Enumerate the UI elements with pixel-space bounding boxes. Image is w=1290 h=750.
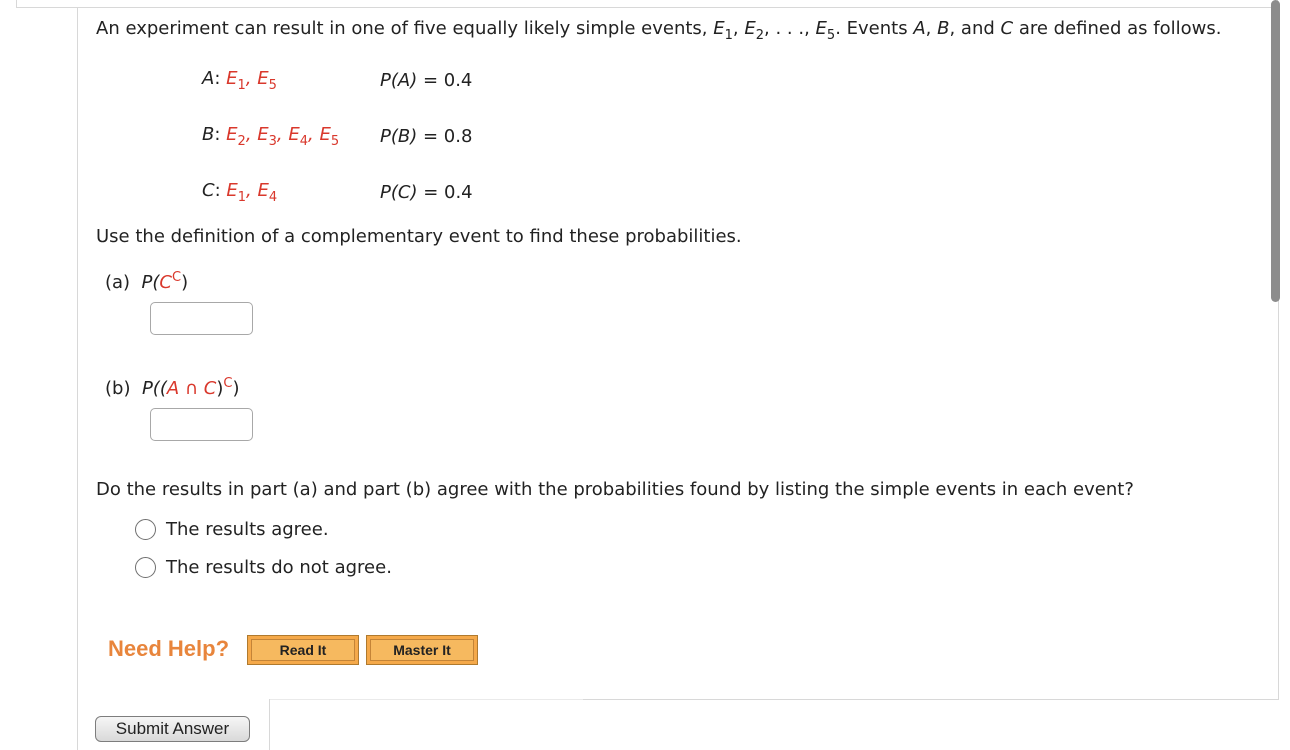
part-a-label: (a) $P(C^C)$ (105, 270, 189, 293)
radio-results-do-not-agree[interactable] (135, 557, 156, 578)
event-a-definition: A: $E_1$, $E_5$ (202, 68, 277, 93)
master-it-button[interactable] (366, 635, 478, 665)
read-it-button[interactable] (247, 635, 359, 665)
submit-answer-button[interactable]: Submit Answer (95, 716, 250, 742)
part-b-label: (b) P((A ∩ C)$^C$) (105, 376, 240, 399)
radio-results-agree[interactable] (135, 519, 156, 540)
event-c-probability: P(C) = 0.4 (380, 182, 473, 203)
vertical-scrollbar-thumb[interactable] (1271, 0, 1280, 302)
panel-bottom-border-faint (269, 699, 583, 700)
event-c-definition: C: $E_1$, $E_4$ (202, 180, 278, 205)
panel-bottom-border (583, 699, 1278, 700)
master-it-label: Master It (370, 639, 474, 661)
option-results-agree-label[interactable]: The results agree. (166, 519, 329, 540)
event-b-probability: P(B) = 0.8 (380, 126, 473, 147)
panel-left-border (77, 8, 78, 750)
submit-area-divider (269, 699, 270, 750)
event-a-probability: P(A) = 0.4 (380, 70, 473, 91)
read-it-label: Read It (251, 639, 355, 661)
part-b-answer-input[interactable] (150, 408, 253, 441)
question-intro: An experiment can result in one of five equally likely simple events, $E_1$, $E_2$, . . ., $E_5$. Events A, B, and C are defined as follows. (96, 18, 1222, 43)
followup-question: Do the results in part (a) and part (b) agree with the probabilities found by listing the simple events in each event? (96, 479, 1134, 500)
instruction-text: Use the definition of a complementary event to find these probabilities. (96, 226, 742, 247)
option-results-do-not-agree-label[interactable]: The results do not agree. (166, 557, 392, 578)
panel-top-border (16, 0, 1278, 8)
event-b-definition: B: $E_2$, $E_3$, $E_4$, $E_5$ (202, 124, 340, 149)
part-a-answer-input[interactable] (150, 302, 253, 335)
need-help-label: Need Help? (108, 636, 230, 661)
